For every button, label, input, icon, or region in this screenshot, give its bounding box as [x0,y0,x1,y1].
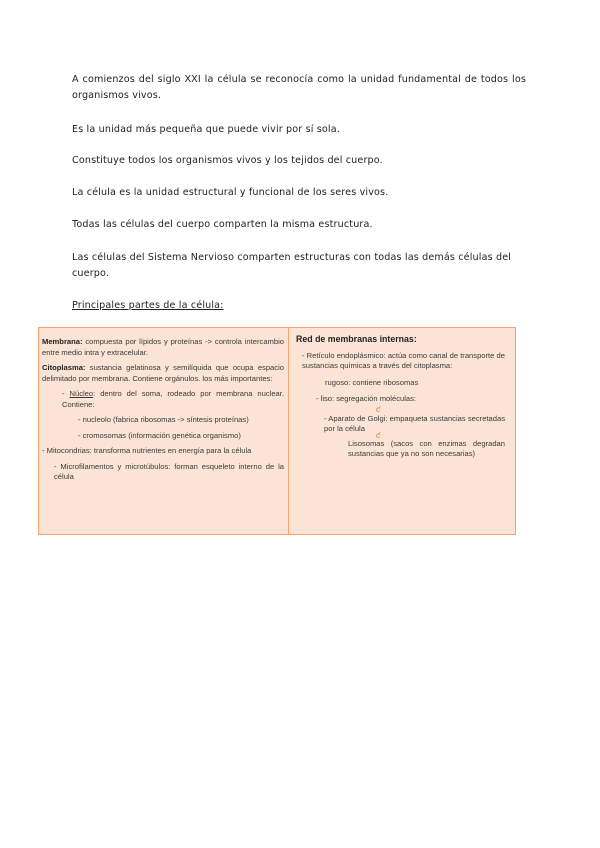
cell-parts-table [38,327,516,535]
membrana-entry [42,337,284,358]
microfilamentos-entry: - Microfilamentos y microtúbulos: forman esqueleto interno de la célula [54,461,284,481]
section-heading: Principales partes de la célula: [72,300,224,311]
golgi-entry: - Aparato de Golgi: empaqueta sustancias secretadas por la célula [324,413,505,433]
red-membranas-title: Red de membranas internas: [296,334,417,344]
citoplasma-text: sustancia gelatinosa y semilíquida que ocupa espacio delimitado por membrana. Contiene orgánulos. los más importantes: [42,363,284,383]
cromosomas-entry: - cromosomas (información genética organismo) [78,430,241,440]
nucleolo-entry: - nucleolo (fabrica ribosomas -> síntesis proteínas) [78,415,249,424]
mitocondrias-entry: - Mitocondrias: transforma nutrientes en energía para la célula [42,446,252,455]
lisosomas-entry: Lisosomas (sacos con enzimas degradan sustancias que ya no son necesarias) [348,438,505,458]
paragraph-nervous-system: Las células del Sistema Nervioso comparten estructuras con todas las demás células del cuerpo. [72,252,512,279]
nucleo-label: Núcleo [69,389,94,398]
nucleo-entry [42,389,284,410]
paragraph-same-structure: Todas las células del cuerpo comparten la misma estructura. [72,219,373,230]
mark-1 [296,406,505,414]
nucleo-prefix: - [62,389,70,398]
rugoso-entry: rugoso: contiene ribosomas [325,377,419,387]
table-left-column [39,328,289,534]
paragraph-smallest-unit: Es la unidad más pequeña que puede vivir por sí sola. [72,124,340,135]
membrana-text: compuesta por lípidos y proteínas -> controla intercambio entre medio intra y extracelular. [42,337,284,357]
annotation-mark-icon: ƈ [376,404,380,414]
paragraph-constitutes: Constituye todos los organismos vivos y los tejidos del cuerpo. [72,155,383,166]
membrana-label: Membrana: [42,337,83,346]
citoplasma-entry [42,363,284,384]
reticulo-entry: - Retículo endoplásmico: actúa como canal de transporte de sustancias químicas a través del citoplasma: [302,350,505,370]
intro-paragraph: A comienzos del siglo XXI la célula se reconocía como la unidad fundamental de todos los organismos vivos. [72,74,526,101]
annotation-mark-icon: ƈ [376,430,380,440]
paragraph-structural-unit: La célula es la unidad estructural y funcional de los seres vivos. [72,187,389,198]
citoplasma-label: Citoplasma: [42,363,86,372]
liso-entry: - liso: segregación moléculas: [316,394,417,403]
nucleo-text: : dentro del soma, rodeado por membrana nuclear. Contiene: [62,389,284,409]
table-right-column [289,328,515,534]
